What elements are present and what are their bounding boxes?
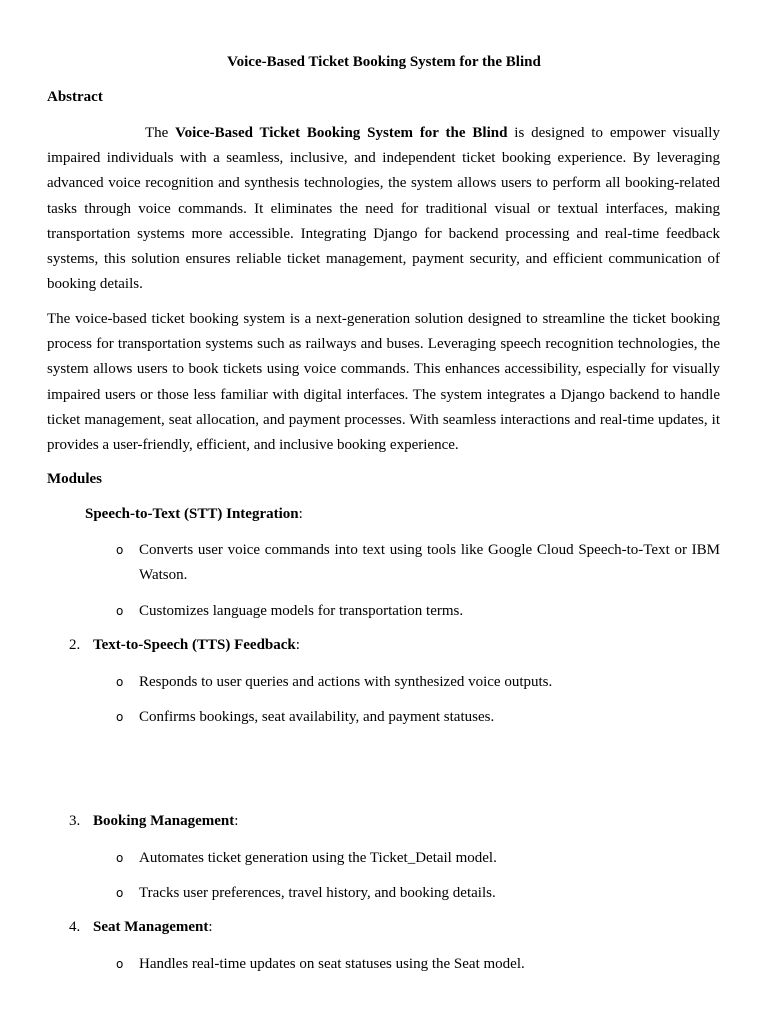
- bullet-marker: o: [116, 710, 124, 724]
- module-booking-bullet-2: Tracks user preferences, travel history, and booking details.: [139, 885, 496, 901]
- module-booking-number: 3.: [69, 813, 81, 829]
- module-stt-bullet-2: Customizes language models for transportation terms.: [139, 603, 464, 619]
- bullet-marker: o: [116, 543, 124, 557]
- module-booking-suffix: :: [234, 813, 239, 829]
- bullet-marker: o: [116, 886, 124, 900]
- module-tts-heading: [93, 637, 300, 654]
- module-stt-suffix: :: [298, 506, 303, 522]
- abstract-paragraph-1-text: is designed to empower visually impaired individuals with a seamless, inclusive, and independent ticket booking experience. By leveraging advanced voice recognition and synthesis technologies, the system allows users to perform all booking-related tasks through voice commands. It eliminates the need for traditional visual or textual interfaces, making transportation systems more accessible. Integrating Django for backend processing and real-time feedback systems, this solution ensures reliable ticket management, payment security, and efficient communication of booking details.: [47, 125, 720, 293]
- abstract-system-name: Voice-Based Ticket Booking System for the Blind: [175, 125, 508, 141]
- bullet-marker: o: [116, 851, 124, 865]
- abstract-paragraph-2: The voice-based ticket booking system is a next-generation solution designed to streamline the ticket booking process for transportation systems such as railways and buses. Leveraging speech recognition technologies, the system allows users to book tickets using voice commands. This enhances accessibility, especially for visually impaired users or those less familiar with digital interfaces. The system integrates a Django backend to handle ticket management, seat allocation, and payment processes. With seamless interactions and real-time updates, it provides a user-friendly, efficient, and inclusive booking experience.: [47, 311, 720, 454]
- module-stt-heading: [85, 506, 303, 523]
- module-booking-bullet-1: Automates ticket generation using the Ticket_Detail model.: [139, 850, 497, 866]
- module-booking-title: Booking Management: [93, 813, 235, 829]
- module-seat-bullet-1: Handles real-time updates on seat statuses using the Seat model.: [139, 956, 525, 972]
- bullet-marker: o: [116, 957, 124, 971]
- document-title: Voice-Based Ticket Booking System for the Blind: [227, 54, 541, 70]
- module-booking-heading: [93, 813, 238, 830]
- bullet-marker: o: [116, 604, 124, 618]
- abstract-heading: Abstract: [47, 89, 103, 105]
- modules-heading: Modules: [47, 471, 103, 487]
- module-seat-suffix: :: [208, 919, 213, 935]
- module-tts-suffix: :: [295, 637, 300, 653]
- module-seat-number: 4.: [69, 919, 81, 935]
- abstract-lead: The: [145, 125, 176, 141]
- module-seat-heading: [93, 919, 213, 936]
- module-seat-title: Seat Management: [93, 919, 209, 935]
- module-tts-bullet-1: Responds to user queries and actions with synthesized voice outputs.: [139, 674, 553, 690]
- module-stt-bullet-1: Converts user voice commands into text using tools like Google Cloud Speech-to-Text or IBM Watson.: [139, 542, 720, 584]
- module-tts-bullet-2: Confirms bookings, seat availability, and payment statuses.: [139, 709, 495, 725]
- module-stt-title: Speech-to-Text (STT) Integration: [85, 506, 299, 522]
- abstract-paragraph-1: [47, 121, 720, 297]
- module-tts-title: Text-to-Speech (TTS) Feedback: [93, 637, 296, 653]
- module-tts-number: 2.: [69, 637, 81, 653]
- bullet-marker: o: [116, 675, 124, 689]
